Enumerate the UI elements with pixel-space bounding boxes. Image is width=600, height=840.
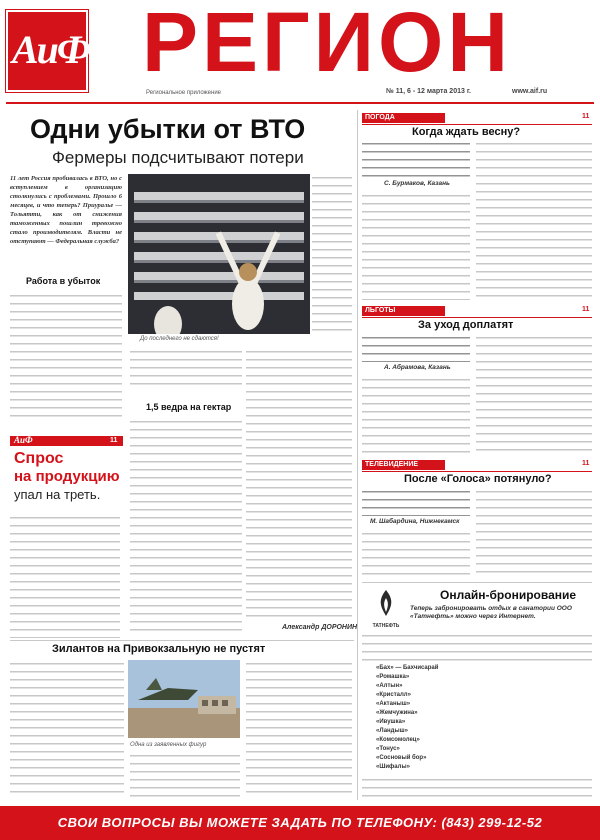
- masthead-issue: № 11, 6 - 12 марта 2013 г.: [386, 88, 471, 95]
- tatneft-logo: [366, 588, 406, 632]
- ad-list-item[interactable]: «Сосновый бор»: [376, 755, 427, 761]
- lead-intro: 11 лет Россия пробивалась в ВТО, но с вступлением в организацию столкнулись с проблемами. Прошло 6 месяцев, и что теперь? Приуралье — Тольятти, как от снижения таможенных пошлин тревожно стало производителям. Власти не отступают — Федеральная служба?: [10, 175, 122, 245]
- ad-rule: [362, 582, 592, 583]
- lead-author: Александр ДОРОНИН: [282, 624, 358, 631]
- ad-footer-text: [362, 776, 592, 800]
- masthead-subtitle: Региональное приложение: [146, 90, 222, 96]
- weather-text-2: [476, 140, 592, 300]
- logo-badge: [6, 10, 88, 92]
- tv-rule: [362, 471, 592, 472]
- footer-phone-text[interactable]: СВОИ ВОПРОСЫ ВЫ МОЖЕТЕ ЗАДАТЬ ПО ТЕЛЕФОНУ: (843) 299-12-52: [57, 815, 543, 830]
- benefits-page: 11: [582, 306, 590, 313]
- lead-column-3: [130, 418, 242, 636]
- ad-list-item[interactable]: «Жемчужина»: [376, 710, 418, 716]
- tv-text-1: [362, 530, 470, 576]
- weather-text-1: [362, 192, 470, 300]
- ad-list-item[interactable]: «Алтын»: [376, 683, 403, 689]
- benefits-text-1: [362, 376, 470, 454]
- logo-text: АиФ: [12, 27, 89, 72]
- ad-box-headline-2: на продукцию: [14, 468, 120, 485]
- tv-label: ТЕЛЕВИДЕНИЕ: [362, 460, 445, 470]
- weather-label: ПОГОДА: [362, 113, 445, 123]
- section-work-loss: Работа в убыток: [26, 276, 101, 286]
- tv-text-2: [476, 488, 592, 576]
- ad-box-headline-1: Спрос: [14, 450, 64, 467]
- flame-icon: [366, 588, 406, 618]
- ad-list-item[interactable]: «Тонус»: [376, 746, 400, 752]
- ad-list-item[interactable]: «Ивушка»: [376, 719, 406, 725]
- footer-bar: [0, 806, 600, 840]
- ad-subtitle: Теперь забронировать отдых в санатории ООО «Татнефть» можно через Интернет.: [410, 605, 572, 620]
- lead-subhead: Фермеры подсчитывают потери: [52, 148, 304, 167]
- tv-author: М. Шабардина, Нижнекамск: [370, 518, 460, 525]
- greenhouse-photo: [128, 174, 310, 334]
- masthead-title: РЕГИОН: [142, 0, 513, 89]
- weather-author: С. Бурмаков, Казань: [384, 180, 450, 187]
- ad-box-headline-3: упал на треть.: [14, 487, 101, 502]
- benefits-lead: [362, 334, 470, 362]
- ad-list-item[interactable]: «Бах» — Бахчисарай: [376, 665, 439, 671]
- ad-list: [376, 664, 586, 772]
- tv-headline: После «Голоса» потянуло?: [404, 473, 552, 485]
- ad-intro-text: [362, 632, 592, 662]
- ad-title: Онлайн-бронирование: [440, 588, 577, 602]
- vertical-rule-1: [357, 110, 358, 800]
- benefits-rule: [362, 317, 592, 318]
- tv-lead: [362, 488, 470, 516]
- ad-list-item[interactable]: «Кристалл»: [376, 692, 411, 698]
- lead-headline: Одни убытки от ВТО: [30, 114, 306, 144]
- weather-lead: [362, 140, 470, 178]
- ad-box-page: 11: [110, 437, 118, 444]
- section-buckets: 1,5 ведра на гектар: [146, 402, 232, 412]
- zilants-text-2: [130, 752, 240, 798]
- benefits-author: А. Абрамова, Казань: [384, 364, 451, 371]
- tatneft-logo-text: ТАТНЕФТЬ: [372, 623, 400, 629]
- zilants-photo: [128, 660, 240, 738]
- benefits-headline: За уход доплатят: [418, 319, 514, 331]
- ad-box-text: [10, 514, 120, 638]
- masthead-site[interactable]: www.aif.ru: [512, 88, 548, 95]
- zilants-rule: [10, 640, 354, 641]
- masthead-rule: [6, 102, 594, 104]
- benefits-label: ЛЬГОТЫ: [362, 306, 445, 316]
- benefits-text-2: [476, 334, 592, 454]
- ad-list-item[interactable]: «Актаныш»: [376, 701, 411, 707]
- lead-column-2: [130, 348, 242, 388]
- lead-column-right-photo: [312, 174, 352, 334]
- weather-rule: [362, 124, 592, 125]
- ad-box-logo: АиФ: [14, 435, 33, 445]
- zilants-text-3: [246, 660, 352, 798]
- zilants-lead-text: [10, 660, 124, 796]
- weather-headline: Когда ждать весну?: [412, 126, 521, 138]
- ad-list-item[interactable]: «Ромашка»: [376, 674, 410, 680]
- ad-list-item[interactable]: «Комсомолец»: [376, 737, 420, 743]
- ad-list-item[interactable]: «Ландыш»: [376, 728, 408, 734]
- zilants-photo-caption: Одна из заявленных фигур: [130, 742, 207, 748]
- photo-caption: До последнего не сдаются!: [140, 336, 219, 342]
- lead-column-4: [246, 348, 352, 618]
- weather-page: 11: [582, 113, 590, 120]
- ad-list-item[interactable]: «Шифалы»: [376, 764, 410, 770]
- lead-column-1: [10, 292, 122, 422]
- tv-page: 11: [582, 460, 590, 467]
- zilants-title: Зилантов на Привокзальную не пустят: [52, 643, 266, 655]
